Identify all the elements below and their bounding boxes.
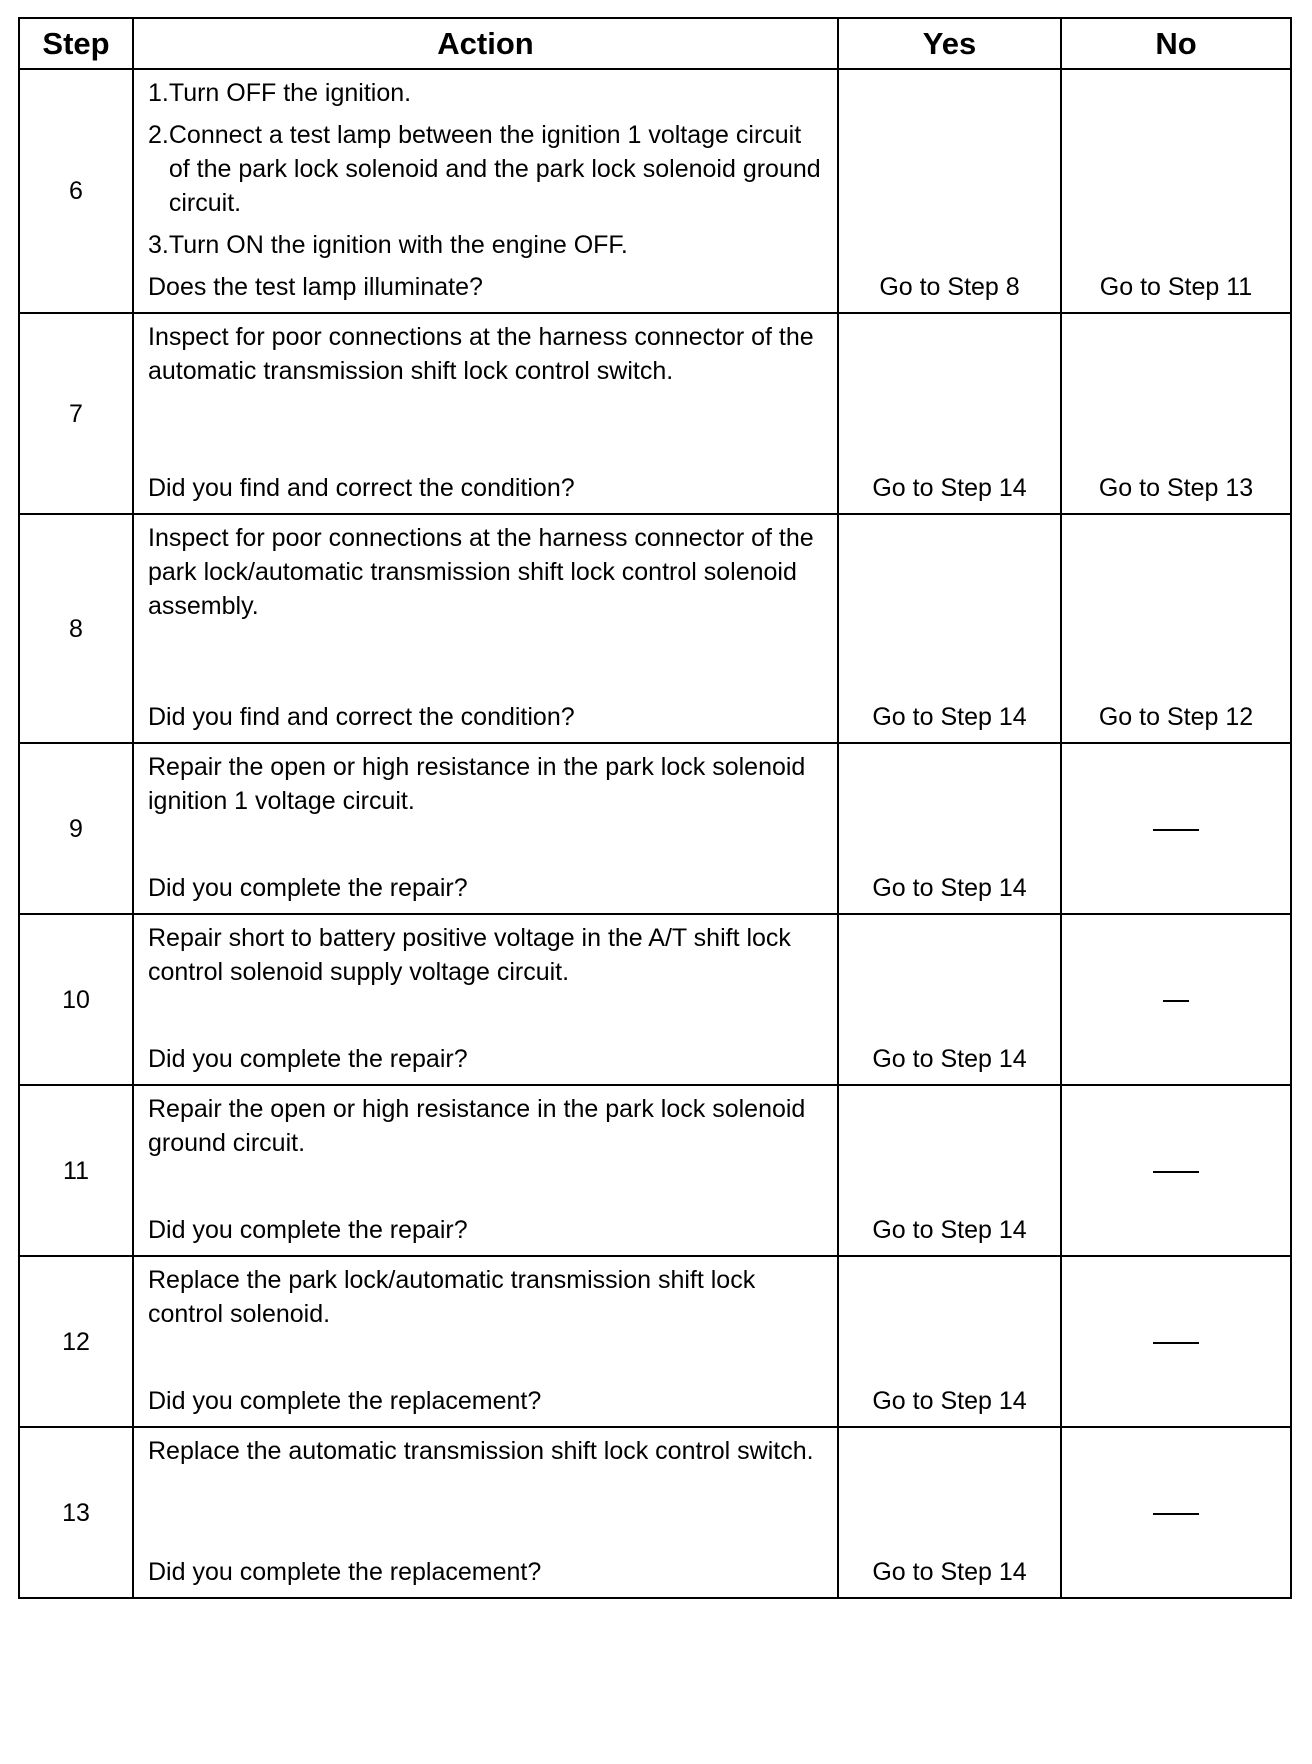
action-text: Repair the open or high resistance in the park lock solenoid ground circuit. [148, 1095, 806, 1157]
no-result [1061, 1085, 1291, 1256]
numbered-item [148, 228, 823, 262]
yes-result: Go to Step 14 [838, 1085, 1061, 1256]
action-text: Replace the automatic transmission shift lock control switch. [148, 1437, 814, 1465]
table-row [19, 1256, 1291, 1427]
yes-result: Go to Step 8 [838, 69, 1061, 313]
action-question: Did you complete the replacement? [148, 1387, 542, 1415]
header-no: No [1061, 18, 1291, 69]
diagnostic-table [18, 17, 1292, 1599]
table-row [19, 313, 1291, 514]
dash-mark [1153, 1171, 1199, 1173]
step-number: 6 [19, 69, 133, 313]
step-number: 7 [19, 313, 133, 514]
yes-result: Go to Step 14 [838, 743, 1061, 914]
item-number: 2. [148, 121, 169, 149]
yes-result: Go to Step 14 [838, 1256, 1061, 1427]
no-result [1061, 1256, 1291, 1427]
item-text: Turn OFF the ignition. [168, 79, 412, 107]
action-question: Did you complete the repair? [148, 1216, 468, 1244]
item-text: Turn ON the ignition with the engine OFF. [168, 231, 628, 259]
yes-result: Go to Step 14 [838, 914, 1061, 1085]
no-result: Go to Step 13 [1061, 313, 1291, 514]
table-row [19, 1427, 1291, 1598]
numbered-item [148, 76, 823, 110]
yes-result: Go to Step 14 [838, 313, 1061, 514]
action-cell [133, 514, 838, 743]
header-step: Step [19, 18, 133, 69]
no-result [1061, 743, 1291, 914]
action-cell [133, 1085, 838, 1256]
numbered-item [148, 118, 823, 220]
header-yes: Yes [838, 18, 1061, 69]
item-number: 3. [148, 231, 169, 259]
action-question: Did you find and correct the condition? [148, 474, 575, 502]
header-action: Action [133, 18, 838, 69]
step-number: 11 [19, 1085, 133, 1256]
dash-mark [1153, 1342, 1199, 1344]
dash-mark [1163, 1000, 1189, 1002]
table-row [19, 914, 1291, 1085]
header-row [19, 18, 1291, 69]
action-question: Did you find and correct the condition? [148, 703, 575, 731]
step-number: 10 [19, 914, 133, 1085]
step-number: 12 [19, 1256, 133, 1427]
action-text: Repair the open or high resistance in the park lock solenoid ignition 1 voltage circuit. [148, 753, 806, 815]
table-row [19, 743, 1291, 914]
item-number: 1. [148, 79, 169, 107]
action-text: Repair short to battery positive voltage in the A/T shift lock control solenoid supply voltage circuit. [148, 924, 791, 986]
step-number: 13 [19, 1427, 133, 1598]
action-cell [133, 313, 838, 514]
action-question: Did you complete the repair? [148, 874, 468, 902]
action-text: Inspect for poor connections at the harness connector of the automatic transmission shift lock control switch. [148, 323, 814, 385]
dash-mark [1153, 1513, 1199, 1515]
action-question: Did you complete the repair? [148, 1045, 468, 1073]
step-number: 9 [19, 743, 133, 914]
action-question: Does the test lamp illuminate? [148, 273, 483, 301]
action-cell [133, 1256, 838, 1427]
table-row [19, 1085, 1291, 1256]
action-question: Did you complete the replacement? [148, 1558, 542, 1586]
dash-mark [1153, 829, 1199, 831]
no-result [1061, 1427, 1291, 1598]
yes-result: Go to Step 14 [838, 1427, 1061, 1598]
table-row [19, 514, 1291, 743]
action-cell [133, 1427, 838, 1598]
action-cell [133, 914, 838, 1085]
no-result: Go to Step 12 [1061, 514, 1291, 743]
action-text: Replace the park lock/automatic transmission shift lock control solenoid. [148, 1266, 756, 1328]
no-result [1061, 914, 1291, 1085]
action-text: Inspect for poor connections at the harness connector of the park lock/automatic transmission shift lock control solenoid assembly. [148, 524, 814, 620]
action-cell [133, 69, 838, 313]
action-cell [133, 743, 838, 914]
table-row [19, 69, 1291, 313]
yes-result: Go to Step 14 [838, 514, 1061, 743]
step-number: 8 [19, 514, 133, 743]
no-result: Go to Step 11 [1061, 69, 1291, 313]
item-text: Connect a test lamp between the ignition 1 voltage circuit of the park lock solenoid and the park lock solenoid ground circuit. [168, 121, 821, 217]
